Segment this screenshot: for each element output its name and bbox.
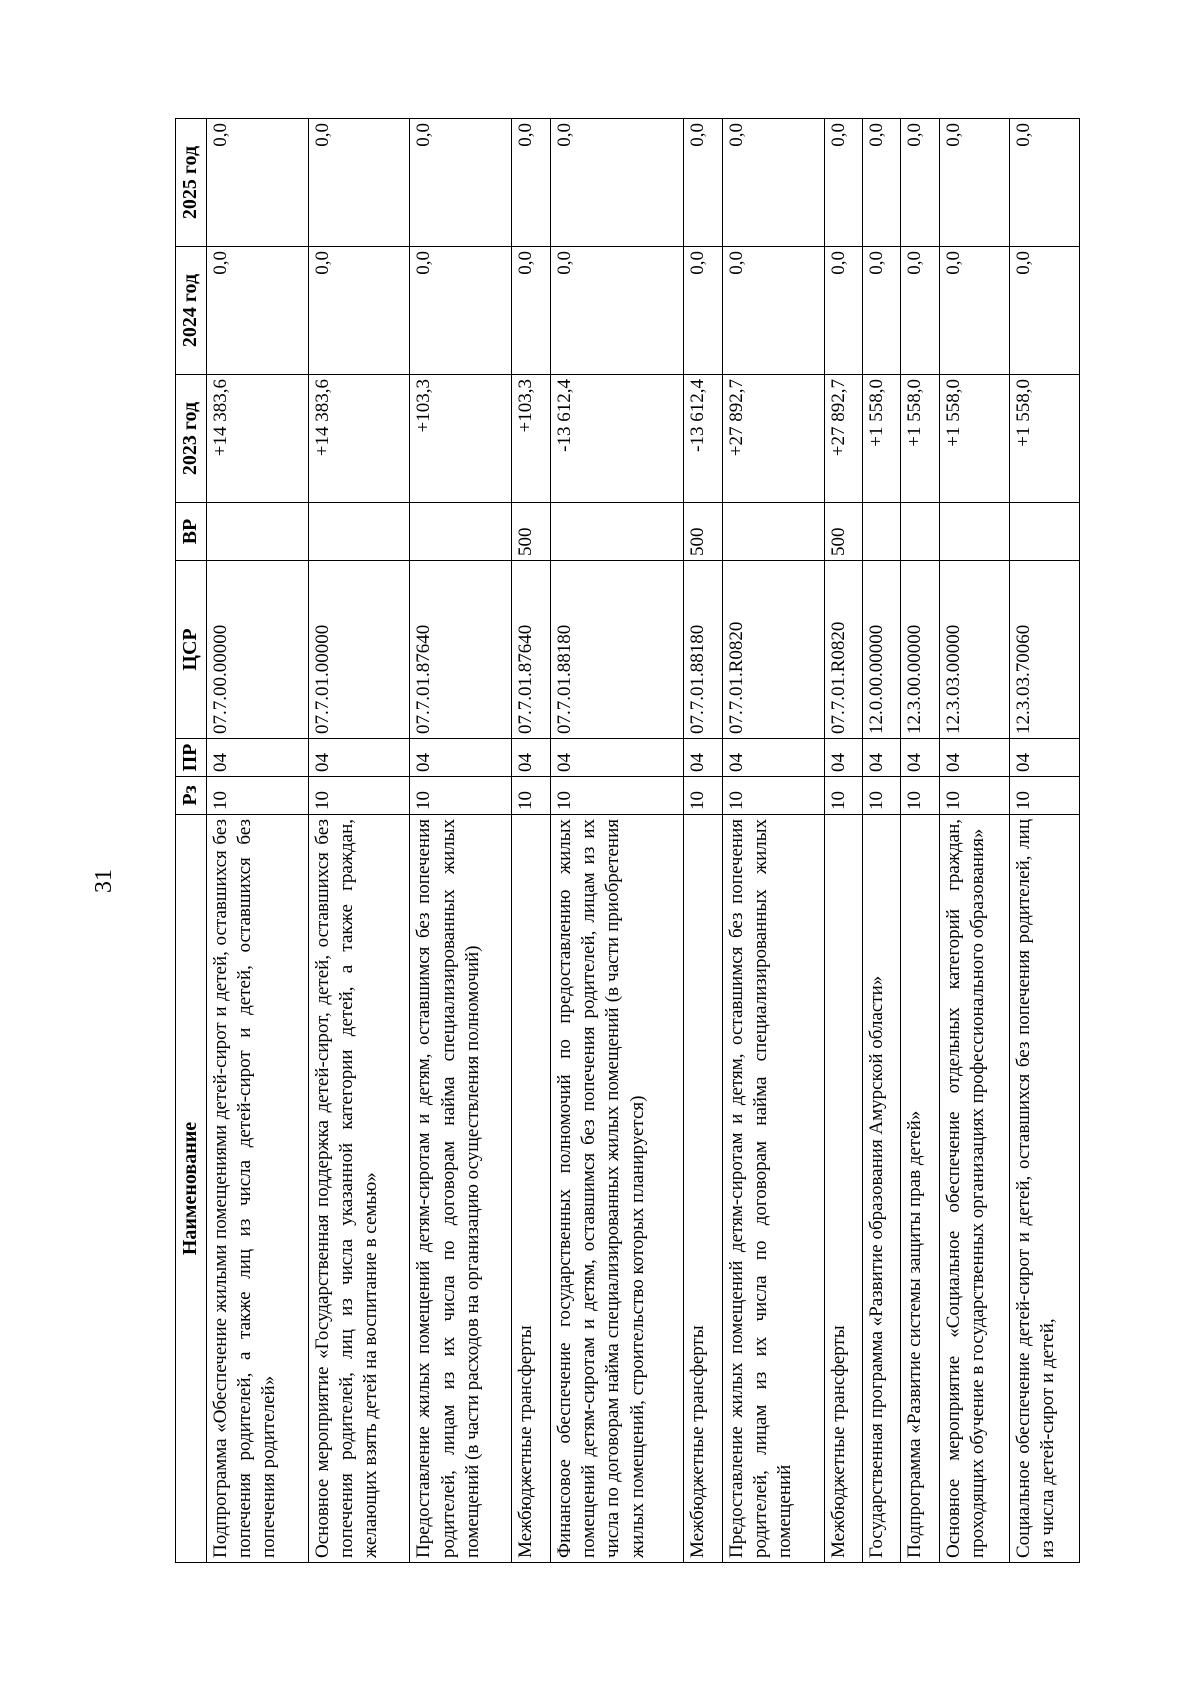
row-rz: 10: [862, 777, 900, 815]
row-2024: 0,0: [512, 247, 550, 375]
row-vr: 500: [684, 503, 722, 561]
row-2024: 0,0: [550, 247, 684, 375]
row-name: Предоставление жилых помещений детям-сиротам и детям, оставшимся без попечения родителей, лицам из их числа по договорам найма специализированных жилых помещений (в части расходов на организацию осуществления полномочий): [410, 815, 512, 1563]
row-rz: 10: [308, 777, 410, 815]
header-rz: Рз: [176, 777, 207, 815]
row-2024: 0,0: [722, 247, 824, 375]
row-name: Государственная программа «Развитие образования Амурской области»: [862, 815, 900, 1563]
row-pr: 04: [206, 739, 308, 777]
table-row: [410, 119, 512, 1563]
row-csr: 07.7.01.87640: [512, 561, 550, 739]
row-rz: 10: [512, 777, 550, 815]
row-2023: -13 612,4: [550, 375, 684, 503]
row-vr: [1009, 503, 1079, 561]
row-rz: 10: [410, 777, 512, 815]
row-vr: [206, 503, 308, 561]
header-pr: ПР: [176, 739, 207, 777]
row-csr: 12.3.03.70060: [1009, 561, 1079, 739]
row-name: Финансовое обеспечение государственных полномочий по предоставлению жилых помещений детям-сиротам и детям, оставшимся без попечения родителей, лицам из их числа по договорам найма специализированных жилых помещений (в части приобретения жилых помещений, строительство которых планируется): [550, 815, 684, 1563]
table-row: [939, 119, 1009, 1563]
row-name: Межбюджетные трансферты: [512, 815, 550, 1563]
row-pr: 04: [1009, 739, 1079, 777]
row-rz: 10: [1009, 777, 1079, 815]
row-csr: 07.7.01.R0820: [722, 561, 824, 739]
row-vr: [550, 503, 684, 561]
row-2023: +103,3: [512, 375, 550, 503]
table-row: [308, 119, 410, 1563]
row-pr: 04: [901, 739, 939, 777]
row-pr: 04: [550, 739, 684, 777]
row-rz: 10: [901, 777, 939, 815]
row-rz: 10: [684, 777, 722, 815]
table-row: [1009, 119, 1079, 1563]
row-pr: 04: [939, 739, 1009, 777]
row-name: Основное мероприятие «Государственная поддержка детей-сирот, детей, оставшихся без попечения родителей, лиц из числа указанной категории детей, а также граждан, желающих взять детей на воспитание в семью»: [308, 815, 410, 1563]
row-vr: [901, 503, 939, 561]
header-row: [176, 119, 207, 1563]
page-number: 31: [91, 869, 117, 893]
row-csr: 07.7.01.00000: [308, 561, 410, 739]
row-2024: 0,0: [410, 247, 512, 375]
row-2024: 0,0: [939, 247, 1009, 375]
row-2025: 0,0: [862, 119, 900, 247]
row-2023: +27 892,7: [722, 375, 824, 503]
row-name: Подпрограмма «Обеспечение жилыми помещениями детей-сирот и детей, оставшихся без попечения родителей, а также лиц из числа детей-сирот и детей, оставшихся без попечения родителей»: [206, 815, 308, 1563]
header-name: Наименование: [176, 815, 207, 1563]
row-2023: +1 558,0: [1009, 375, 1079, 503]
row-2025: 0,0: [308, 119, 410, 247]
table-row: [512, 119, 550, 1563]
row-2023: +1 558,0: [939, 375, 1009, 503]
row-vr: [722, 503, 824, 561]
row-rz: 10: [824, 777, 862, 815]
row-pr: 04: [308, 739, 410, 777]
row-2023: +14 383,6: [206, 375, 308, 503]
row-2025: 0,0: [410, 119, 512, 247]
row-name: Подпрограмма «Развитие системы защиты прав детей»: [901, 815, 939, 1563]
row-2024: 0,0: [308, 247, 410, 375]
row-csr: 12.0.00.00000: [862, 561, 900, 739]
row-2025: 0,0: [512, 119, 550, 247]
row-csr: 12.3.00.00000: [901, 561, 939, 739]
row-2024: 0,0: [1009, 247, 1079, 375]
row-2025: 0,0: [722, 119, 824, 247]
row-2025: 0,0: [901, 119, 939, 247]
row-2024: 0,0: [684, 247, 722, 375]
row-2023: +103,3: [410, 375, 512, 503]
row-csr: 07.7.00.00000: [206, 561, 308, 739]
row-rz: 10: [206, 777, 308, 815]
row-2024: 0,0: [862, 247, 900, 375]
row-2025: 0,0: [824, 119, 862, 247]
row-csr: 07.7.01.87640: [410, 561, 512, 739]
row-csr: 07.7.01.88180: [550, 561, 684, 739]
rotated-page: [175, 118, 1080, 1563]
row-pr: 04: [512, 739, 550, 777]
header-2025: 2025 год: [176, 119, 207, 247]
row-2023: +14 383,6: [308, 375, 410, 503]
table-row: [901, 119, 939, 1563]
budget-table: [175, 118, 1080, 1563]
row-rz: 10: [722, 777, 824, 815]
row-name: Основное мероприятие «Социальное обеспечение отдельных категорий граждан, проходящих обучение в государственных организациях профессионального образования»: [939, 815, 1009, 1563]
row-name: Социальное обеспечение детей-сирот и детей, оставшихся без попечения родителей, лиц из числа детей-сирот и детей,: [1009, 815, 1079, 1563]
row-pr: 04: [722, 739, 824, 777]
table-row: [722, 119, 824, 1563]
row-name: Предоставление жилых помещений детям-сиротам и детям, оставшимся без попечения родителей, лицам из их числа по договорам найма специализированных жилых помещений: [722, 815, 824, 1563]
row-vr: 500: [824, 503, 862, 561]
row-vr: [410, 503, 512, 561]
header-2024: 2024 год: [176, 247, 207, 375]
row-2024: 0,0: [901, 247, 939, 375]
row-2025: 0,0: [684, 119, 722, 247]
row-rz: 10: [939, 777, 1009, 815]
header-csr: ЦСР: [176, 561, 207, 739]
table-row: [862, 119, 900, 1563]
row-2025: 0,0: [939, 119, 1009, 247]
row-pr: 04: [824, 739, 862, 777]
row-pr: 04: [862, 739, 900, 777]
row-pr: 04: [410, 739, 512, 777]
header-2023: 2023 год: [176, 375, 207, 503]
row-csr: 07.7.01.88180: [684, 561, 722, 739]
table-row: [550, 119, 684, 1563]
row-2025: 0,0: [206, 119, 308, 247]
row-vr: 500: [512, 503, 550, 561]
row-2025: 0,0: [1009, 119, 1079, 247]
row-name: Межбюджетные трансферты: [824, 815, 862, 1563]
row-2023: +27 892,7: [824, 375, 862, 503]
row-2025: 0,0: [550, 119, 684, 247]
row-2024: 0,0: [824, 247, 862, 375]
row-2024: 0,0: [206, 247, 308, 375]
row-name: Межбюджетные трансферты: [684, 815, 722, 1563]
row-vr: [308, 503, 410, 561]
row-csr: 07.7.01.R0820: [824, 561, 862, 739]
row-vr: [939, 503, 1009, 561]
row-rz: 10: [550, 777, 684, 815]
table-row: [684, 119, 722, 1563]
header-vr: ВР: [176, 503, 207, 561]
row-vr: [862, 503, 900, 561]
row-2023: -13 612,4: [684, 375, 722, 503]
table-row: [824, 119, 862, 1563]
row-2023: +1 558,0: [862, 375, 900, 503]
table-row: [206, 119, 308, 1563]
row-csr: 12.3.03.00000: [939, 561, 1009, 739]
row-2023: +1 558,0: [901, 375, 939, 503]
row-pr: 04: [684, 739, 722, 777]
